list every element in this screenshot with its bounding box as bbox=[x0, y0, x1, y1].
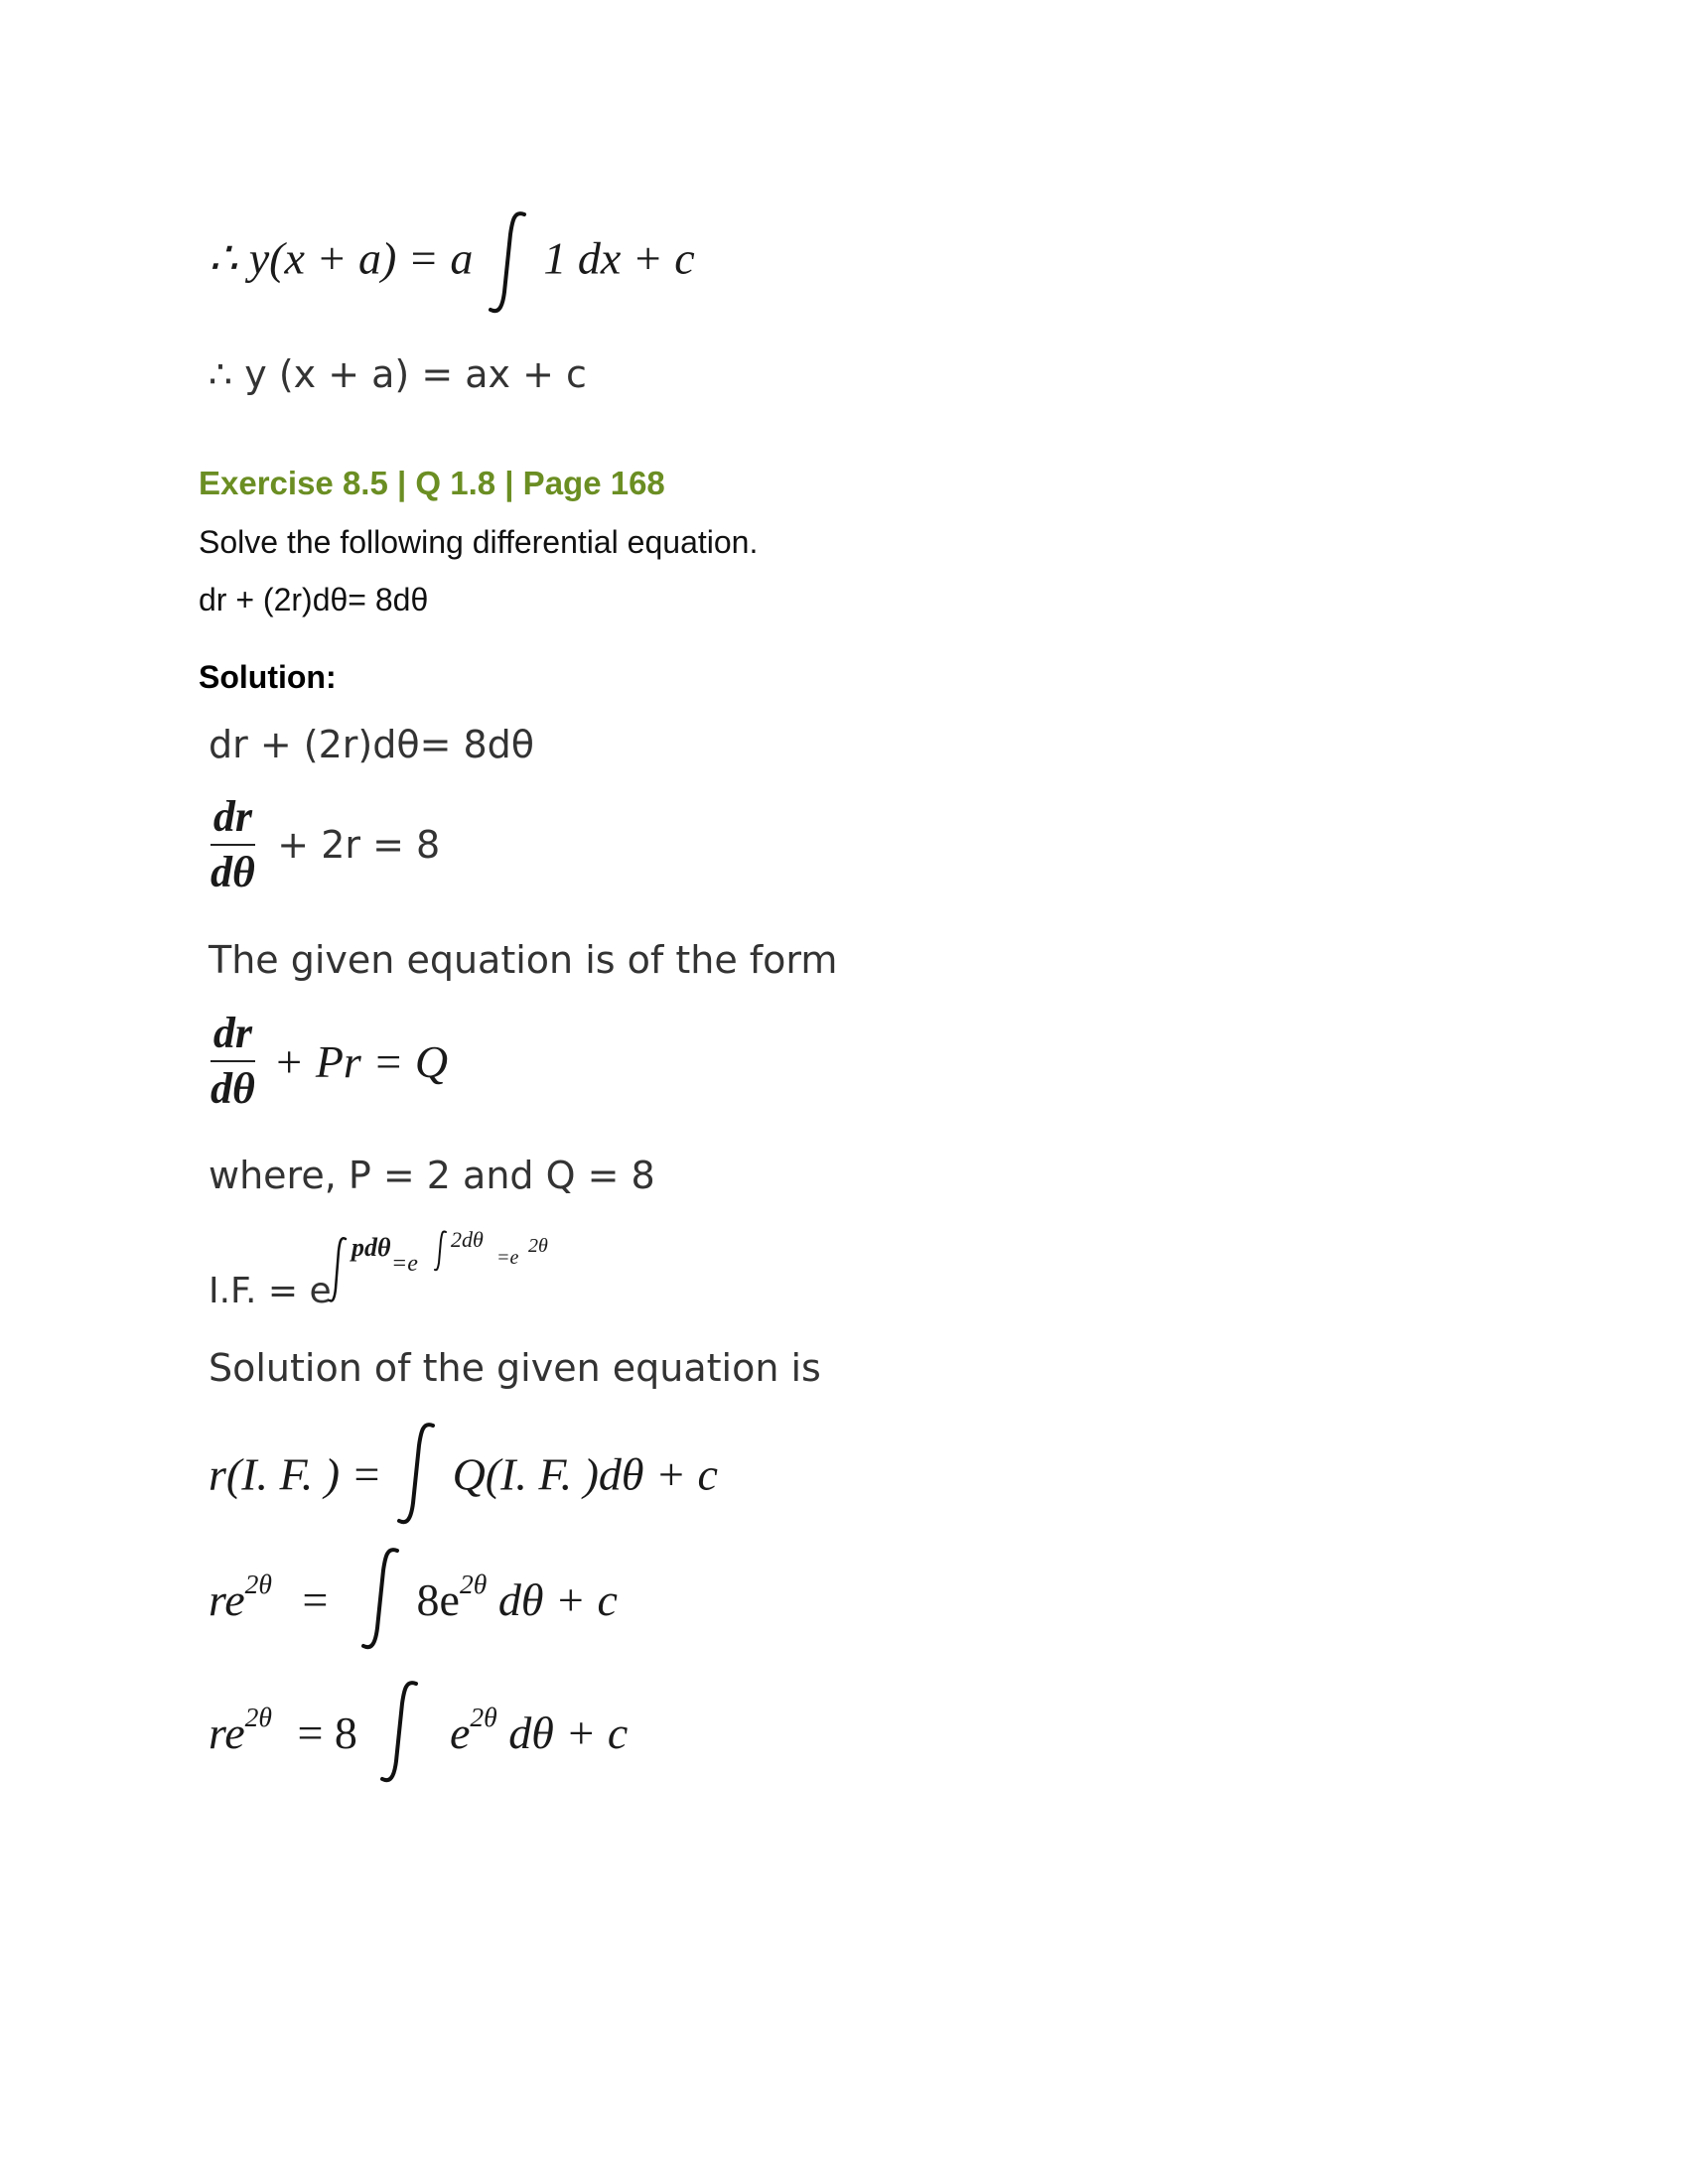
integral-sign-small bbox=[328, 1235, 350, 1304]
fraction-dr-dtheta-2 bbox=[211, 1011, 255, 1112]
step-2-rest: + 2r = 8 bbox=[277, 823, 441, 868]
fraction-bar bbox=[211, 844, 255, 846]
equation-step-b bbox=[209, 1678, 628, 1787]
math-line-1-rhs: 1 dx + c bbox=[543, 232, 695, 284]
fraction-denominator: dθ bbox=[211, 1064, 255, 1114]
equation-step-a bbox=[209, 1545, 618, 1654]
question-text: Solve the following differential equation. bbox=[199, 524, 759, 560]
if-mid: =e bbox=[391, 1251, 418, 1277]
fraction-denominator: dθ bbox=[211, 848, 255, 897]
integral-sign-tiny bbox=[433, 1229, 449, 1273]
if-exponent-3: 2θ bbox=[528, 1235, 548, 1257]
eq-b-equals: = 8 bbox=[297, 1706, 357, 1758]
eq-b-rhs-rest: dθ + c bbox=[508, 1706, 629, 1758]
eq-a-lhs-exp: 2θ bbox=[244, 1568, 272, 1599]
eq-b-lhs bbox=[209, 1701, 283, 1758]
fraction-dr-dtheta bbox=[211, 794, 255, 895]
eq-b-lhs-exp: 2θ bbox=[244, 1701, 272, 1732]
where-text: where, P = 2 and Q = 8 bbox=[209, 1154, 655, 1197]
fraction-numerator: dr bbox=[212, 792, 252, 841]
eq-a-lhs-base: re bbox=[209, 1573, 245, 1625]
solution-step-2 bbox=[211, 794, 440, 895]
integral-sign bbox=[485, 208, 532, 318]
fraction-bar bbox=[211, 1060, 255, 1062]
eq-b-rhs bbox=[449, 1701, 629, 1758]
solution-step-1: dr + (2r)dθ= 8dθ bbox=[209, 723, 535, 766]
eq-a-rhs-coef: 8e bbox=[416, 1573, 460, 1625]
integral-sign bbox=[357, 1545, 405, 1654]
general-lhs: r(I. F. ) = bbox=[209, 1448, 382, 1500]
general-solution-equation bbox=[209, 1420, 718, 1529]
integral-sign bbox=[376, 1678, 424, 1787]
question-equation: dr + (2r)dθ= 8dθ bbox=[199, 582, 429, 617]
eq-a-equals: = bbox=[299, 1573, 331, 1625]
if-prefix: I.F. = e bbox=[209, 1271, 332, 1311]
eq-a-rhs-rest: dθ + c bbox=[497, 1573, 618, 1625]
eq-a-lhs bbox=[209, 1568, 283, 1625]
solution-step-3 bbox=[211, 1011, 448, 1112]
fraction-numerator: dr bbox=[212, 1009, 252, 1057]
eq-b-lhs-base: re bbox=[209, 1706, 245, 1758]
integral-sign bbox=[393, 1420, 441, 1529]
solution-text: Solution of the given equation is bbox=[209, 1346, 821, 1390]
form-text: The given equation is of the form bbox=[209, 938, 838, 982]
math-line-2: ∴ y (x + a) = ax + c bbox=[209, 352, 587, 396]
solution-label: Solution: bbox=[199, 659, 337, 695]
eq-b-rhs-base: e bbox=[449, 1706, 471, 1758]
if-exponent-1: pdθ bbox=[352, 1233, 391, 1262]
general-rhs: Q(I. F. )dθ + c bbox=[452, 1448, 718, 1500]
math-line-1-lhs: ∴ y(x + a) = a bbox=[209, 232, 474, 284]
eq-b-rhs-exp: 2θ bbox=[470, 1701, 497, 1732]
if-end: =e bbox=[496, 1247, 519, 1269]
exercise-heading: Exercise 8.5 | Q 1.8 | Page 168 bbox=[199, 465, 665, 501]
math-line-1 bbox=[209, 208, 695, 318]
step-3-rest: + Pr = Q bbox=[273, 1035, 449, 1087]
eq-a-rhs bbox=[416, 1568, 618, 1625]
if-exponent-2: 2dθ bbox=[451, 1227, 484, 1252]
eq-a-rhs-exp: 2θ bbox=[459, 1568, 488, 1599]
